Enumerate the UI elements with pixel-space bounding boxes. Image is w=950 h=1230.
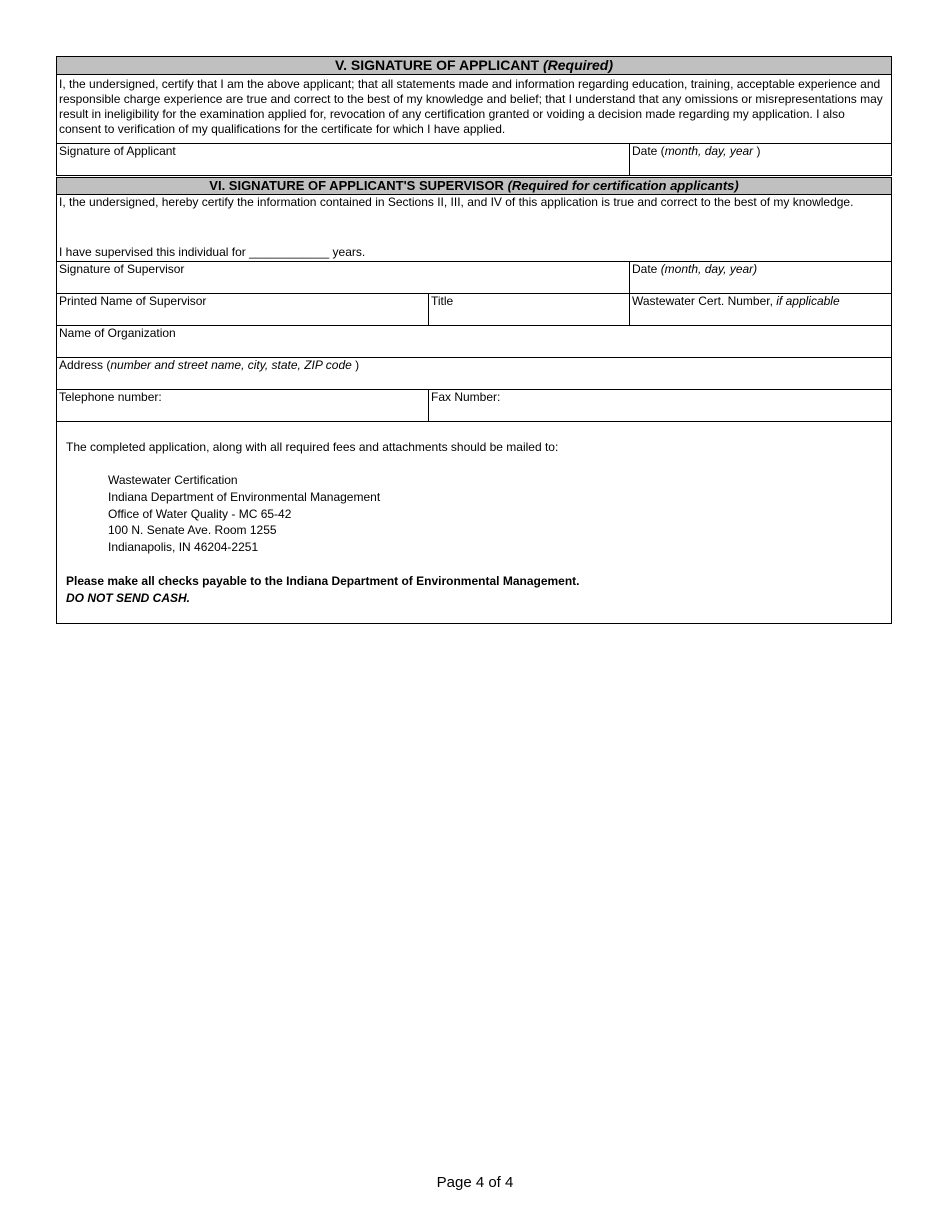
section-5-title-note: (Required): [542, 57, 613, 73]
mailing-intro: The completed application, along with all required fees and attachments should be mailed to:: [66, 440, 559, 454]
address-line: Office of Water Quality - MC 65-42: [108, 506, 292, 521]
supervised-years-line: I have supervised this individual for ____________ years.: [59, 245, 366, 259]
fax-field[interactable]: [429, 390, 892, 422]
page-number: Page 4 of 4: [436, 1174, 514, 1191]
section-6-title-note: (Required for certification applicants): [507, 178, 739, 193]
supervisor-date-label: Date (month, day, year): [632, 262, 758, 276]
mailing-address: [108, 472, 380, 556]
supervisor-signature-label: Signature of Supervisor: [59, 262, 185, 276]
supervisor-signature-field[interactable]: [57, 262, 630, 294]
section-5-title: V. SIGNATURE OF APPLICANT: [335, 57, 543, 73]
cert-number-field[interactable]: [630, 294, 892, 326]
no-cash-note: DO NOT SEND CASH.: [66, 591, 191, 605]
supervisor-certification-text: I, the undersigned, hereby certify the information contained in Sections II, III, and IV of this application is true and correct to the best of my knowledge.: [59, 195, 854, 209]
section-6-title: VI. SIGNATURE OF APPLICANT'S SUPERVISOR: [209, 178, 508, 193]
application-form: [56, 56, 892, 624]
address-line: Wastewater Certification: [108, 473, 238, 487]
applicant-signature-label: Signature of Applicant: [59, 144, 176, 158]
section-6-header: [57, 178, 892, 195]
address-line: 100 N. Senate Ave. Room 1255: [108, 523, 277, 538]
applicant-certification-text: I, the undersigned, certify that I am the above applicant; that all statements made and information regarding education, training, acceptable experience and responsible charge experience are true and correct to the best of my knowledge and belief; that I understand that any omissions or misrepresentations may result in ineligibility for the examination applied for, revocation of any certification granted or voiding a decision made regarding my application. I also consent to verification of my qualifications for the certificate for which I have applied.: [57, 75, 892, 144]
address-label: Address (number and street name, city, state, ZIP code ): [59, 358, 360, 372]
applicant-signature-field[interactable]: [57, 144, 630, 176]
supervisor-title-field[interactable]: [429, 294, 630, 326]
section-5-header: [57, 57, 892, 75]
applicant-date-label: Date (month, day, year ): [632, 144, 761, 158]
printed-name-label: Printed Name of Supervisor: [59, 294, 207, 308]
applicant-date-field[interactable]: [630, 144, 892, 176]
printed-name-field[interactable]: [57, 294, 429, 326]
address-line: Indiana Department of Environmental Management: [108, 489, 381, 504]
telephone-field[interactable]: [57, 390, 429, 422]
cert-number-label: Wastewater Cert. Number, if applicable: [632, 294, 840, 308]
supervisor-certification-block: [57, 195, 892, 262]
address-line: Indianapolis, IN 46204-2251: [108, 540, 259, 555]
fax-label: Fax Number:: [431, 390, 501, 404]
organization-label: Name of Organization: [59, 326, 176, 340]
supervisor-date-field[interactable]: [630, 262, 892, 294]
checks-payable-note: Please make all checks payable to the Indiana Department of Environmental Management.: [66, 574, 580, 588]
telephone-label: Telephone number:: [59, 390, 162, 404]
mailing-instructions: [57, 422, 892, 624]
supervisor-title-label: Title: [431, 294, 454, 308]
address-field[interactable]: [57, 358, 892, 390]
organization-field[interactable]: [57, 326, 892, 358]
